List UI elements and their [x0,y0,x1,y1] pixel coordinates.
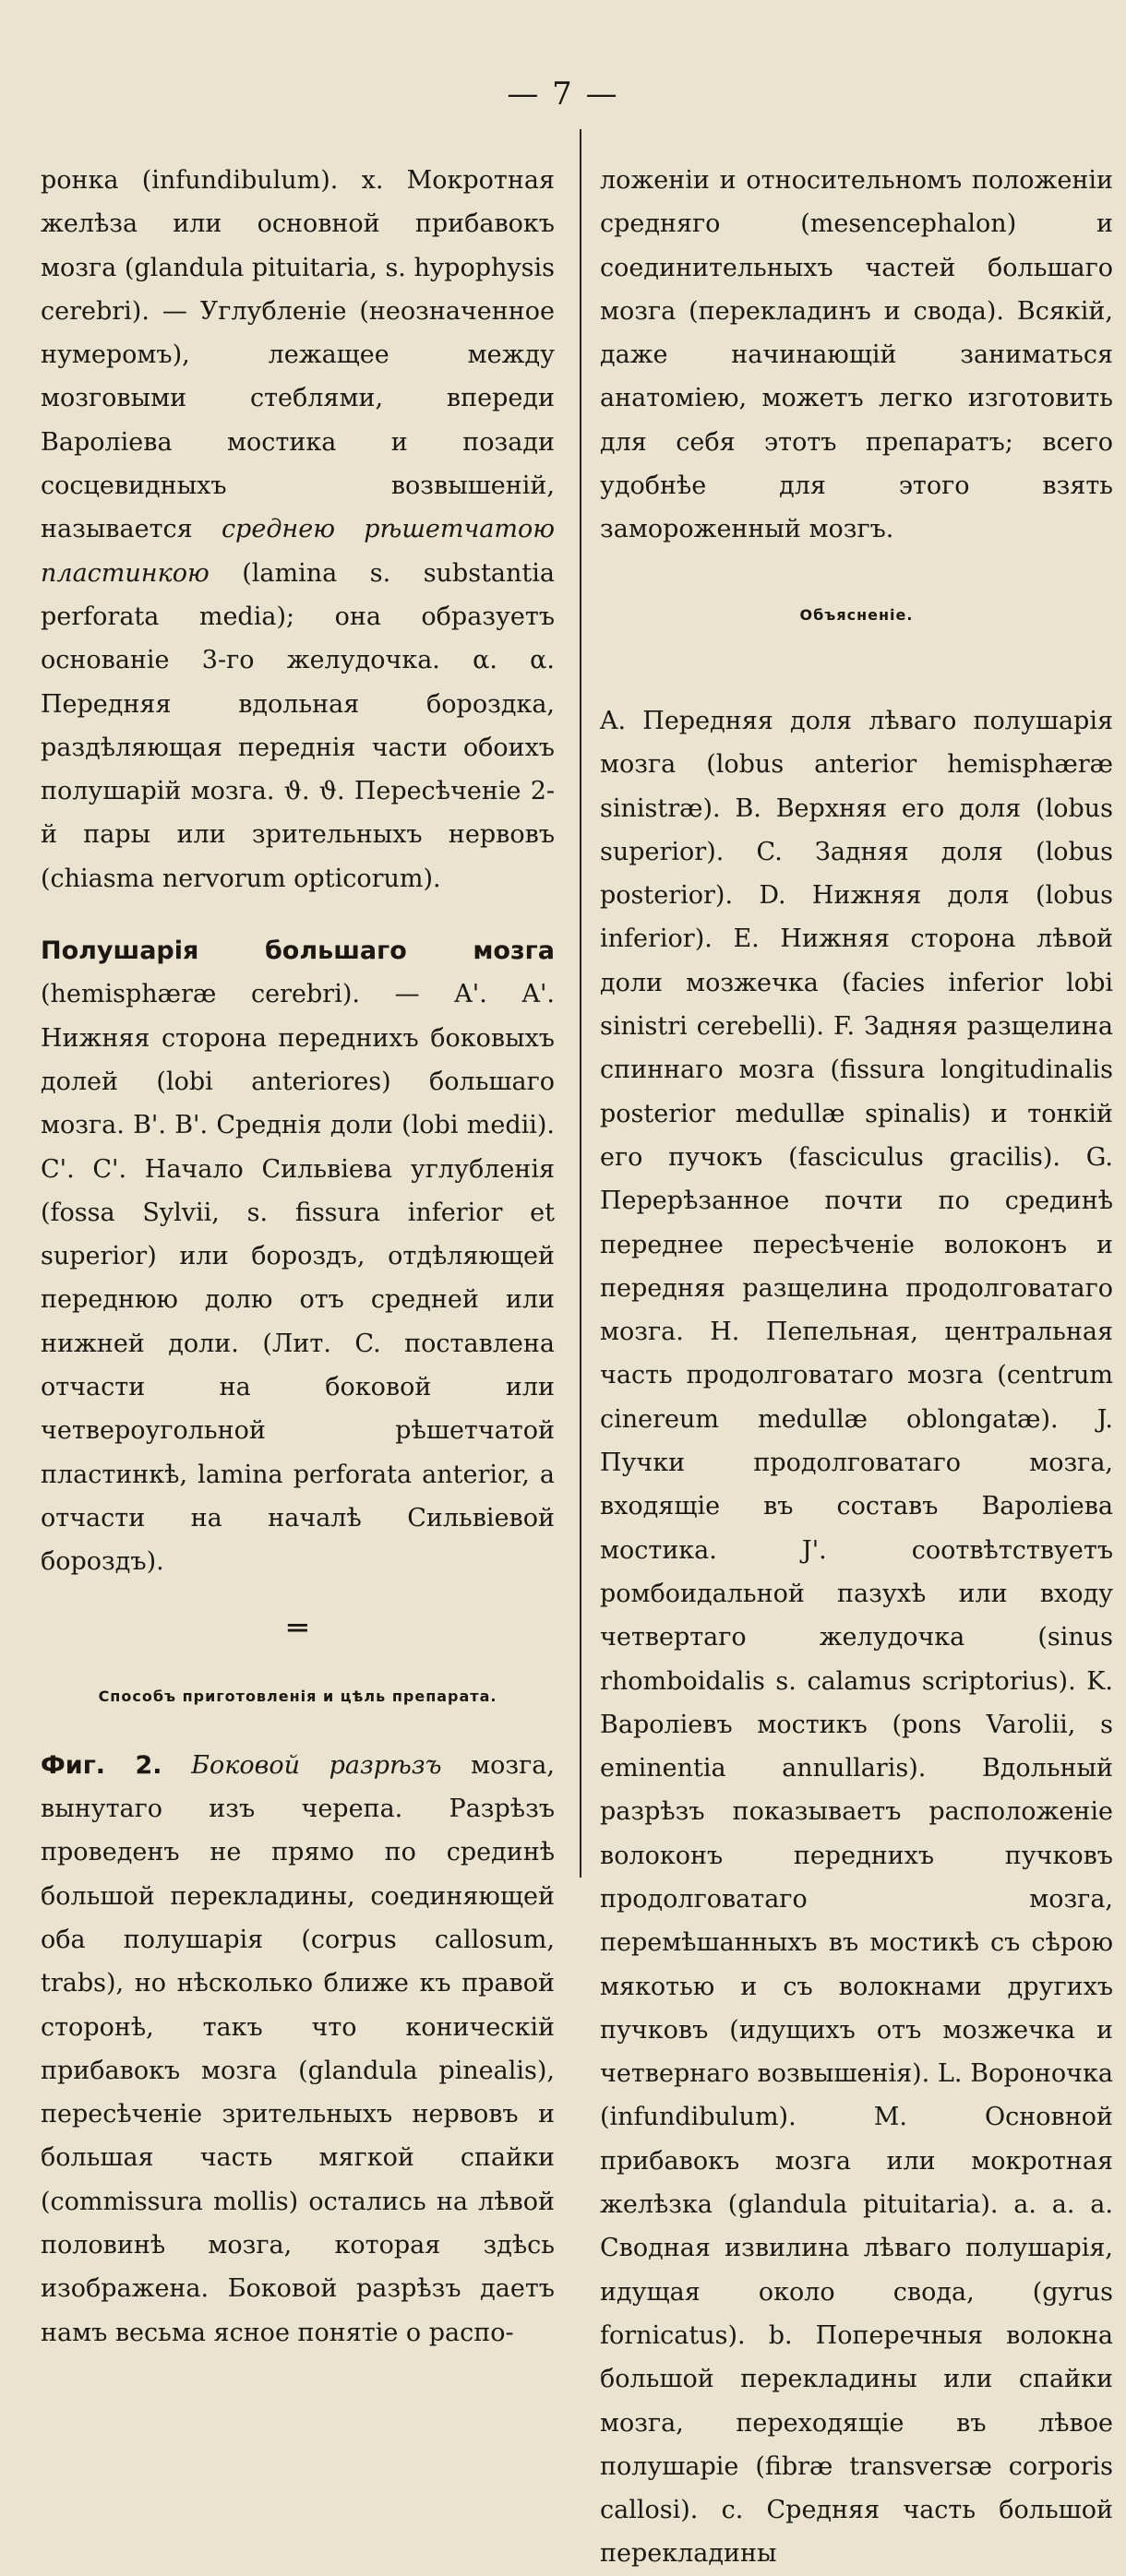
figure-2-emphasis: Боковой разрѣзъ [162,1750,442,1780]
left-paragraph-1-text: ронка (infundibulum). x. Мокротная желѣза или основной прибавокъ мозга (glandula pituitaria, s. hypophysis cerebri). — Углубленіе (неозначенное нумеромъ), лежащее между мозговыми стеблями, впереди Вароліева мостика и позади сосцевидныхъ возвышеній, называется [41,166,555,544]
right-paragraph-1: ложеніи и относительномъ положеніи средняго (mesencephalon) и соединительныхъ частей большаго мозга (перекладинъ и свода). Всякій, даже начинающій заниматься анатоміею, можетъ легко изготовить для себя этотъ препаратъ; всего удобнѣе для этого взять замороженный мозгъ. [600,166,1113,544]
spacer [41,1718,555,1744]
spacer [600,637,1113,699]
figure-2-heading: Фиг. 2. [41,1750,162,1780]
page-number: — 7 — [507,76,619,113]
hemispheres-heading: Полушарія большаго мозга [41,936,555,966]
left-paragraph-3 [41,1744,555,2355]
left-paragraph-2 [41,929,555,1583]
explanation-section-heading: Объясненіе. [799,605,914,624]
left-paragraph-2-text: (hemisphæræ cerebri). — A'. A'. Нижняя сторона переднихъ боковыхъ долей (lobi anteriores) большаго мозга. B'. B'. Среднія доли (lobi medii). C'. C'. Начало Сильвіева углубленія (fossa Sylvii, s. fissura inferior et superior) или бороздъ, отдѣляющей переднюю долю отъ средней или нижней доли. (Лит. C. поставлена отчасти на боковой или четвероугольной рѣшетчатой пластинкѣ, lamina perforata anterior, а отчасти на началѣ Сильвіевой бороздъ). [41,980,555,1577]
left-paragraph-1-tail: (lamina s. substantia perforata media); она образуетъ основаніе 3-го желудочка. α. α. Передняя вдольная бороздка, раздѣляющая переднія части обоихъ полушарій мозга. ϑ. ϑ. Пересѣченіе 2-й пары или зрительныхъ нервовъ (chiasma nervorum opticorum). [41,558,555,893]
column-divider-rule [580,129,581,1878]
left-paragraph-1 [41,159,555,900]
preparation-section-heading: Способъ приготовленія и цѣль препарата. [98,1687,497,1705]
left-paragraph-3-text: мозга, вынутаго изъ черепа. Разрѣзъ проведенъ не прямо по срединѣ большой перекладины, соединяющей оба полушарія (corpus callosum, trabs), но нѣсколько ближе къ правой сторонѣ, такъ что коническій прибавокъ мозга (glandula pinealis), пересѣченіе зрительныхъ нервовъ и большая часть мягкой спайки (commissura mollis) остались на лѣвой половинѣ мозга, которая здѣсь изображена. Боковой разрѣзъ даетъ намъ весьма ясное понятіе о распо- [41,1750,555,2347]
left-paragraph-1-emphasis: среднею рѣшетчатою пластинкою [41,515,555,588]
left-column [41,159,555,2355]
right-paragraph-2: A. Передняя доля лѣваго полушарія мозга (lobus anterior hemisphæræ sinistræ). B. Верхняя его доля (lobus superior). C. Задняя доля (lobus posterior). D. Нижняя доля (lobus inferior). E. Нижняя сторона лѣвой доли мозжечка (facies inferior lobi sinistri cerebelli). F. Задняя разщелина спиннаго мозга (fissura longitudinalis posterior medullæ spinalis) и тонкій его пучокъ (fasciculus gracilis). G. Перерѣзанное почти по срединѣ переднее пересѣченіе волоконъ и передняя разщелина продолговатаго мозга. H. Пепельная, центральная часть продолговатаго мозга (centrum cinereum medullæ oblongatæ). J. Пучки продолговатаго мозга, входящіе въ составъ Вароліева мостика. J'. соотвѣтствуетъ ромбоидальной пазухѣ или входу четвертаго желудочка (sinus rhomboidalis s. calamus scriptorius). K. Вароліевъ мостикъ (pons Varolii, s eminentia annullaris). Вдольный разрѣзъ показываетъ расположеніе волоконъ переднихъ пучковъ продолговатаго мозга, перемѣшанныхъ въ мостикѣ съ сѣрою мякотью и съ волокнами другихъ пучковъ (идущихъ отъ мозжечка и четвернаго возвышенія). L. Вороночка (infundibulum). M. Основной прибавокъ мозга или мокротная желѣзка (glandula pituitaria). a. a. a. Сводная извилина лѣваго полушарія, идущая около свода, (gyrus fornicatus). b. Поперечныя волокна большой перекладины или спайки мозга, переходящіе въ лѣвое полушаріе (fibræ transversæ corporis callosi). c. Средняя часть большой перекладины [600,706,1113,2569]
section-divider: ═ [288,1609,307,1647]
spacer [600,552,1113,593]
right-column [600,159,1113,2576]
spacer [41,900,555,929]
